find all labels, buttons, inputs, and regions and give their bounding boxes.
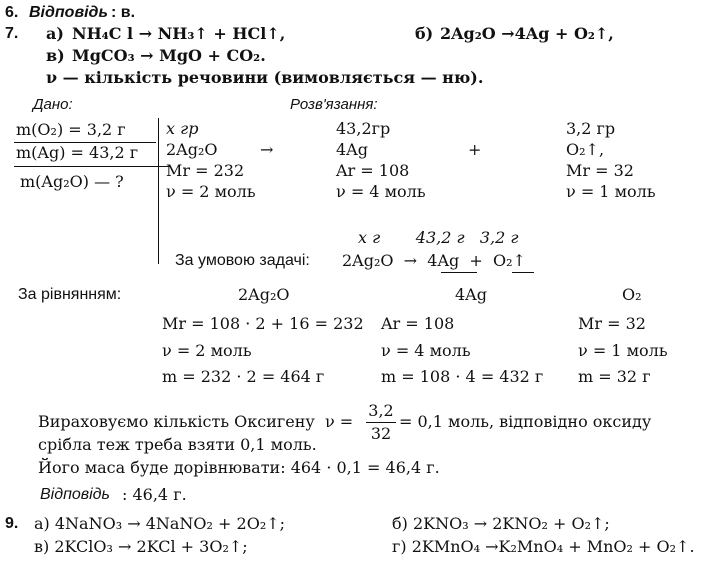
condition-underline-ag	[441, 272, 477, 273]
given-vertical-divider	[158, 118, 159, 264]
q7-a-prefix: а)	[46, 24, 64, 43]
calc-line-1a: Вираховуємо кількість Оксигену ν =	[38, 412, 354, 431]
given-divider	[14, 166, 170, 167]
q7-v-equation: MgCO₃ → MgO + CO₂.	[72, 46, 266, 65]
solution-col2-mass: 43,2гр	[336, 119, 391, 138]
solution-col1-mass: x гр	[166, 119, 199, 138]
solution-col1-nu: ν = 2 моль	[166, 182, 256, 201]
q7-b-equation: 2Ag₂O →4Ag + O₂↑,	[440, 24, 614, 43]
q7-v-prefix: в)	[46, 46, 65, 65]
q6-number: 6.	[5, 4, 19, 21]
calc-line-2: срібла теж треба взяти 0,1 моль.	[38, 435, 317, 454]
q6-label: Відповідь	[29, 4, 108, 21]
given-line-2: m(Ag) = 43,2 г	[16, 143, 139, 162]
solution-col2-formula: 4Ag	[336, 140, 368, 159]
given-title: Дано:	[33, 96, 73, 113]
q6-answer: : в.	[111, 4, 136, 21]
solution-col1-formula: 2Ag₂O	[166, 140, 218, 159]
solution-col2-ar: Ar = 108	[336, 161, 410, 180]
equation-c1-mass: m = 232 · 2 = 464 г	[162, 367, 325, 386]
calc-answer-value: : 46,4 г.	[122, 485, 187, 504]
condition-label: За умовою задачі:	[175, 252, 310, 269]
given-find: m(Ag₂O) — ?	[20, 172, 124, 191]
equation-c1-formula: 2Ag₂O	[238, 285, 290, 304]
calc-answer-label: Відповідь	[40, 486, 110, 503]
solution-col2-nu: ν = 4 моль	[336, 182, 426, 201]
calc-fraction-bar	[366, 422, 396, 423]
equation-c2-formula: 4Ag	[455, 285, 487, 304]
solution-title: Розв'язання:	[290, 96, 378, 113]
condition-underline-o2	[512, 272, 534, 273]
solution-col3-nu: ν = 1 моль	[566, 182, 656, 201]
given-line-1: m(O₂) = 3,2 г	[16, 120, 126, 139]
equation-c1-nu: ν = 2 моль	[162, 341, 252, 360]
q9-b: б) 2KNO₃ → 2KNO₂ + O₂↑;	[392, 514, 610, 533]
equation-c3-nu: ν = 1 моль	[578, 341, 668, 360]
calc-fraction-numerator: 3,2	[368, 401, 394, 420]
solution-plus: +	[468, 140, 482, 159]
equation-c2-nu: ν = 4 моль	[381, 341, 471, 360]
q7-note: ν — кількість речовини (вимовляється — ню).	[46, 68, 484, 87]
condition-equation: 2Ag₂O → 4Ag + O₂↑	[342, 251, 526, 270]
equation-c3-mr: Mr = 32	[578, 314, 646, 333]
q7-b-prefix: б)	[415, 24, 434, 43]
calc-line-1b: = 0,1 моль, відповідно оксиду	[399, 412, 652, 431]
condition-masses: x г 43,2 г 3,2 г	[358, 228, 519, 247]
q9-g: г) 2KMnO₄ →K₂MnO₄ + MnO₂ + O₂↑.	[392, 537, 695, 556]
equation-label: За рівнянням:	[18, 286, 122, 303]
calc-line-3: Його маса буде дорівнювати: 464 · 0,1 = 46,4 г.	[38, 458, 440, 477]
solution-arrow: →	[260, 140, 274, 159]
calc-fraction-denominator: 32	[370, 424, 392, 443]
equation-c3-mass: m = 32 г	[578, 367, 651, 386]
q7-a-equation: NH₄C l → NH₃↑ + HCl↑,	[72, 24, 286, 43]
solution-col3-mr: Mr = 32	[566, 161, 634, 180]
equation-c2-ar: Ar = 108	[381, 314, 455, 333]
q9-number: 9.	[5, 515, 19, 532]
solution-col3-formula: O₂↑,	[566, 140, 605, 159]
q9-a: а) 4NaNO₃ → 4NaNO₂ + 2O₂↑;	[34, 514, 286, 533]
equation-c2-mass: m = 108 · 4 = 432 г	[381, 367, 544, 386]
q7-number: 7.	[5, 25, 19, 42]
solution-col1-mr: Mr = 232	[166, 161, 245, 180]
given-underline-1	[14, 142, 156, 143]
equation-c1-mr: Mr = 108 · 2 + 16 = 232	[162, 314, 364, 333]
solution-col3-mass: 3,2 гр	[566, 119, 616, 138]
q9-v: в) 2KClO₃ → 2KCl + 3O₂↑;	[34, 537, 248, 556]
equation-c3-formula: O₂	[622, 285, 642, 304]
